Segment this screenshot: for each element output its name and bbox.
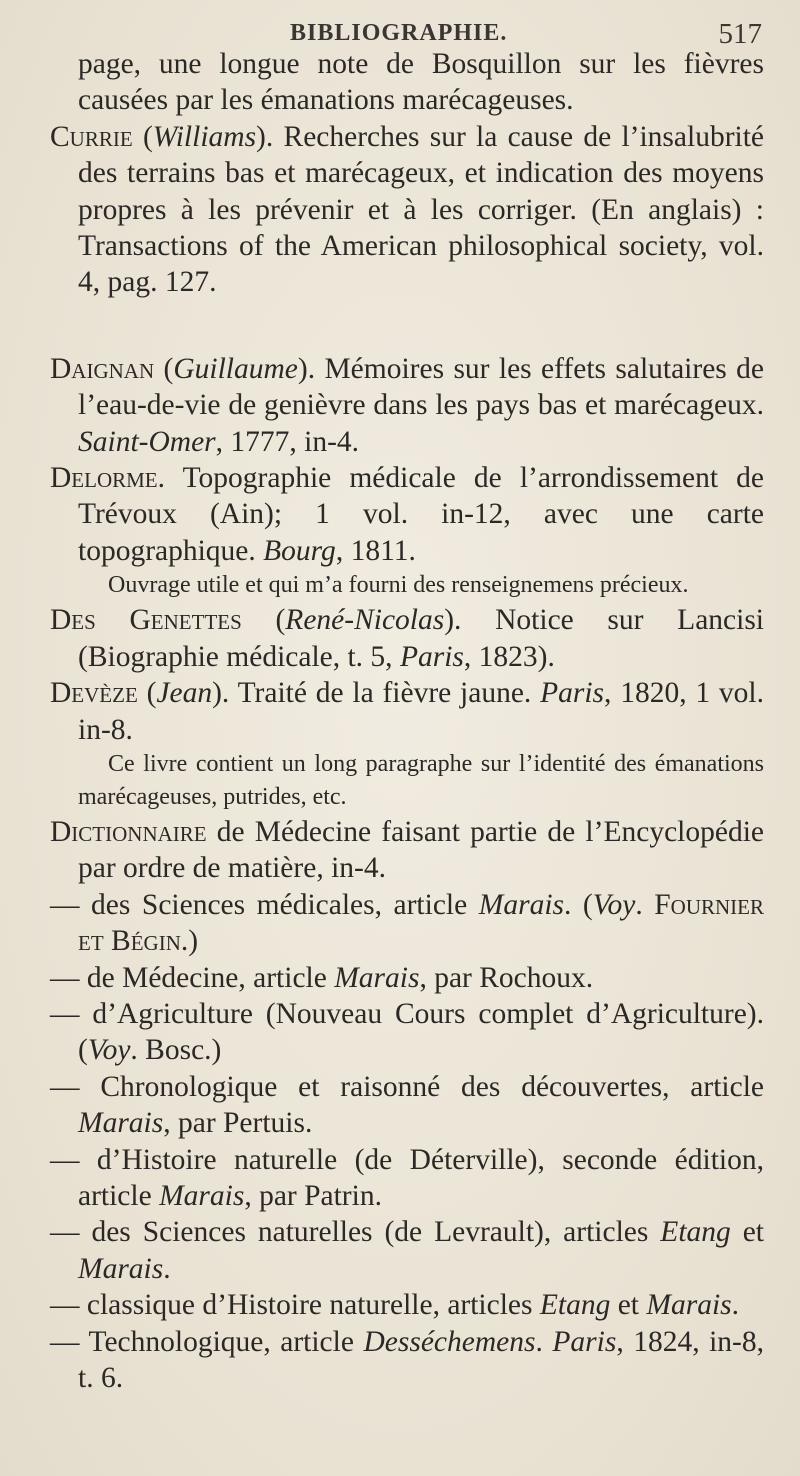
sub-entry: — Chronologique et raisonné des découvertes, article Marais, par Pertuis. [50, 1070, 764, 1140]
entry-text: Mémoires sur les effets salutaires de l’eau-de-vie de genièvre dans les pays bas et marécageux. [78, 352, 764, 422]
entry-text: Topographie médicale de l’arrondissement de Trévoux (Ain); 1 vol. in-12, avec une carte topographique. [78, 462, 765, 567]
author-name: Currie [50, 120, 133, 153]
entry-text: de Médecine faisant partie de l’Encyclopédie par ordre de matière, in-4. [78, 815, 764, 885]
author-name: Delorme. [50, 462, 166, 495]
sub-entry: — de Médecine, article Marais, par Rochoux. [50, 961, 594, 994]
place: Bourg [263, 534, 336, 567]
sub-entry: — d’Agriculture (Nouveau Cours complet d’Agriculture). (Voy. Bosc.) [50, 997, 764, 1067]
entry-text: Recherches sur la cause de l’insalubrité des terrains bas et marécageux, et indication des moyens propres à les prévenir et à les corriger. (En anglais) : Transactions of the American philosophical society, vol. 4, pag. 127. [78, 120, 765, 299]
sub-entry: — des Sciences naturelles (de Levrault), articles Etang et Marais. [50, 1216, 765, 1285]
entry-note: Ouvrage utile et qui m’a fourni des renseignemens précieux. [108, 572, 689, 599]
sub-entry: — classique d’Histoire naturelle, articles Etang et Marais. [50, 1289, 739, 1322]
author-name: Daignan [50, 352, 155, 385]
continuation-paragraph: page, une longue note de Bosquillon sur les fièvres causées par les émanations marécageuses. [78, 48, 764, 117]
sub-entry: — des Sciences médicales, article Marais. (Voy. Fournier et Bégin.) [50, 888, 765, 958]
author-given-name: Guillaume [173, 352, 298, 385]
entry-text: Notice sur Lancisi (Biographie médicale, t. 5, [78, 604, 764, 673]
entry-currie: Currie (Williams). Recherches sur la cause de l’insalubrité des terrains bas et marécageux, et indication des moyens propres à les prévenir et à les corriger. (En anglais) : Transactions of the American philosophical society, vol. 4, pag. 127. [50, 120, 765, 299]
entry-heading: Dictionnaire [50, 815, 207, 848]
place: Paris [540, 677, 605, 710]
author-given-name: Williams [152, 120, 257, 153]
page-body [50, 46, 764, 1396]
entry-text: Traité de la fièvre jaune. [237, 677, 532, 710]
sub-entry: — d’Histoire naturelle (de Déterville), seconde édition, article Marais, par Patrin. [50, 1143, 764, 1212]
entry-daignan: Daignan (Guillaume). Mémoires sur les effets salutaires de l’eau-de-vie de genièvre dans les pays bas et marécageux. Saint-Omer, 1777, in-4. [50, 352, 764, 458]
author-name: Des Genettes [50, 604, 242, 637]
entry-dictionnaire [50, 814, 764, 887]
author-given-name: René-Nicolas [285, 604, 445, 637]
author-given-name: Jean [156, 677, 213, 710]
running-title: BIBLIOGRAPHIE. [290, 20, 508, 46]
section-gap [50, 301, 764, 351]
entry-des-genettes: Des Genettes (René-Nicolas). Notice sur Lancisi (Biographie médicale, t. 5, Paris, 1823). [50, 604, 764, 673]
place: Saint-Omer [78, 425, 216, 458]
entry-note: Ce livre contient un long paragraphe sur l’identité des émanations marécageuses, putrides, etc. [78, 750, 764, 810]
sub-entry: — Technologique, article Desséchemens. Paris, 1824, in-8, t. 6. [50, 1325, 764, 1394]
place: Paris [399, 640, 464, 673]
author-name: Devèze [50, 677, 138, 710]
entry-deveze: Devèze (Jean). Traité de la fièvre jaune. Paris, 1820, 1 vol. in-8. [50, 677, 765, 746]
page-number: 517 [718, 18, 762, 50]
entry-delorme: Delorme. Topographie médicale de l’arrondissement de Trévoux (Ain); 1 vol. in-12, avec une carte topographique. Bourg, 1811. [50, 462, 765, 567]
